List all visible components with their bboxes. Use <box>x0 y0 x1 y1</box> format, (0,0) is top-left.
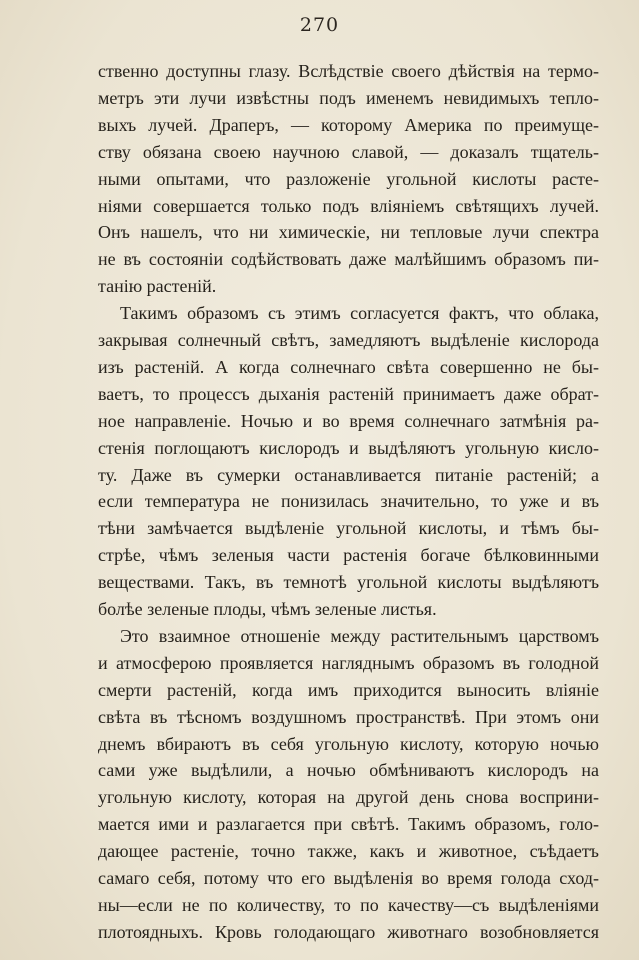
text-line: и атмосферою проявляется нагляднымъ образомъ въ голодной <box>98 653 599 673</box>
text-line: стрѣе, чѣмъ зеленыя части растенія богаче бѣлковинными <box>98 545 599 565</box>
text-line: самаго себя, потому что его выдѣленія во время голода сход- <box>98 868 599 888</box>
paragraph-first-line: Такимъ образомъ съ этимъ согласуется фактъ, что облака, <box>120 303 599 323</box>
paragraph-first-line: Это взаимное отношеніе между растительнымъ царствомъ <box>120 626 599 646</box>
text-line: ственно доступны глазу. Вслѣдствіе своего дѣйствія на термо- <box>98 61 599 81</box>
text-line: не въ состояніи содѣйствовать даже малѣйшимъ образомъ пи- <box>98 249 599 269</box>
text-line: стенія поглощаютъ кислородъ и выдѣляютъ угольную кисло- <box>98 438 599 458</box>
text-line: веществами. Такъ, въ темнотѣ угольной кислоты выдѣляютъ <box>98 572 599 592</box>
text-line: свѣта въ тѣсномъ воздушномъ пространствѣ. При этомъ они <box>98 707 599 727</box>
text-line: мается ими и разлагается при свѣтѣ. Такимъ образомъ, голо- <box>98 814 599 834</box>
text-line: Онъ нашелъ, что ни химическіе, ни тепловые лучи спектра <box>98 222 599 242</box>
text-line: закрывая солнечный свѣтъ, замедляютъ выдѣленіе кислорода <box>98 330 599 350</box>
text-line: плотоядныхъ. Кровь голодающаго животнаго возобновляется <box>98 922 599 942</box>
text-line: танію растеній. <box>98 276 217 296</box>
text-line: болѣе зеленые плоды, чѣмъ зеленые листья. <box>98 599 437 619</box>
text-line: ваетъ, то процессъ дыханія растеній принимаетъ даже обрат- <box>98 384 599 404</box>
text-line: сами уже выдѣлили, а ночью обмѣниваютъ кислородъ на <box>98 760 599 780</box>
text-line: угольную кислоту, которая на другой день снова восприни- <box>98 787 599 807</box>
text-line: изъ растеній. А когда солнечнаго свѣта совершенно не бы- <box>98 357 599 377</box>
text-line: выхъ лучей. Драперъ, — которому Америка по преимуще- <box>98 115 599 135</box>
text-line: днемъ вбираютъ въ себя угольную кислоту, которую ночью <box>98 734 599 754</box>
text-line: ніями совершается только подъ вліяніемъ свѣтящихъ лучей. <box>98 196 599 216</box>
text-line: если температура не понизилась значительно, то уже и въ <box>98 491 599 511</box>
text-line: ны—если не по количеству, то по качеству—съ выдѣленіями <box>98 895 599 915</box>
text-line: ное направленіе. Ночью и во время солнечнаго затмѣнія ра- <box>98 411 599 431</box>
text-line: ными опытами, что разложеніе угольной кислоты расте- <box>98 169 599 189</box>
text-line: ству обязана своею научною славой, — доказалъ тщатель- <box>98 142 599 162</box>
page-number: 270 <box>299 14 340 36</box>
text-line: смерти растеній, когда имъ приходится выносить вліяніе <box>98 680 599 700</box>
text-line: метръ эти лучи извѣстны подъ именемъ невидимыхъ тепло- <box>98 88 599 108</box>
text-line: дающее растеніе, точно также, какъ и животное, съѣдаетъ <box>98 841 599 861</box>
text-line: тѣни замѣчается выдѣленіе угольной кислоты, и тѣмъ бы- <box>98 518 599 538</box>
text-line: ту. Даже въ сумерки останавливается питаніе растеній; а <box>98 465 599 485</box>
